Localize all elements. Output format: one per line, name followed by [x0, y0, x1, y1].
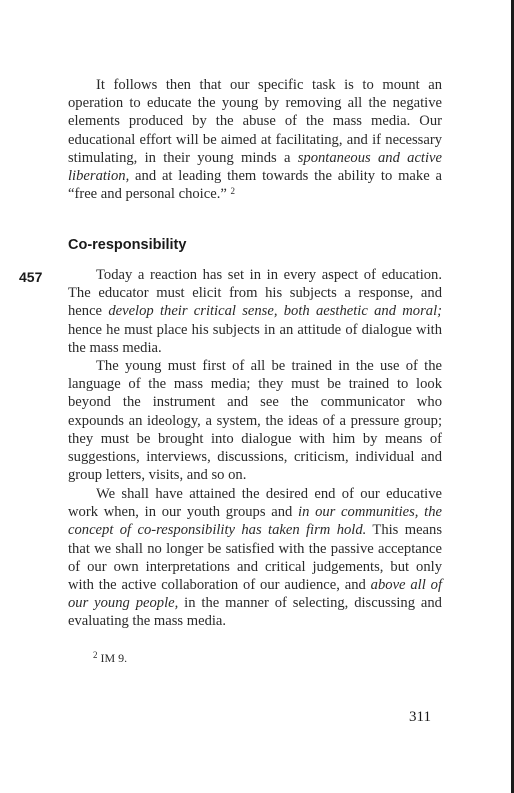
paragraph-2-text-c: hence he must place his subjects in an attitude of dialogue with the mass media. — [68, 321, 442, 356]
page-number: 311 — [409, 709, 431, 725]
paragraph-4-text-e: in the manner of selecting, discussing and evaluating the mass media. — [68, 595, 442, 630]
paragraph-4-emphasis-1: in our communities, the concept of co-responsibility has taken firm hold. — [68, 504, 442, 539]
paragraph-1-emphasis: spontaneous and active liberation, — [68, 149, 442, 185]
paragraph-1-text-c: and at leading them towards the ability to make a “free and personal choice.” — [68, 168, 442, 203]
footnote — [93, 651, 127, 666]
paragraph-2-text-a: Today a reaction has set in in every aspect of education. The educator must elicit from his subjects a response, and hence — [68, 267, 442, 320]
paragraph-2-emphasis: develop their critical sense, both aesthetic and moral; — [108, 303, 442, 320]
paragraph-4-emphasis-2: above all of our young people, — [68, 577, 442, 612]
section-heading: Co-responsibility — [68, 237, 187, 253]
paragraph-4-text-a: We shall have attained the desired end of our educative work when, in our youth groups and — [68, 486, 442, 521]
paragraph-3-text: The young must first of all be trained in the use of the language of the mass media; they must be trained to look beyond the instrument and see the communicator who expounds an ideology, a system, the ideas of a pressure group; they must be brought into dialogue with him by means of suggestions, interviews, discussions, criticism, individual and group letters, visits, and so on. — [68, 358, 442, 484]
paragraph-4-text-c: This means that we shall no longer be satisfied with the passive acceptance of our own interpretations and critical judgements, but only with the active collaboration of our audience, and — [68, 522, 442, 594]
paragraph-1 — [68, 76, 442, 203]
paragraph-4 — [68, 485, 442, 631]
footnote-marker: 2 — [93, 650, 98, 660]
paragraph-1-text-a: It follows then that our specific task is to mount an operation to educate the young by removing all the negative elements produced by the abuse of the mass media. Our educational effort will be aimed at facilitating, and if necessary stimulating, in their young minds a — [68, 77, 442, 166]
footnote-reference: 2 — [230, 186, 235, 197]
paragraph-3 — [68, 357, 442, 484]
paragraph-number: 457 — [19, 269, 43, 285]
footnote-text: IM 9. — [100, 651, 128, 665]
paragraph-2 — [68, 266, 442, 357]
